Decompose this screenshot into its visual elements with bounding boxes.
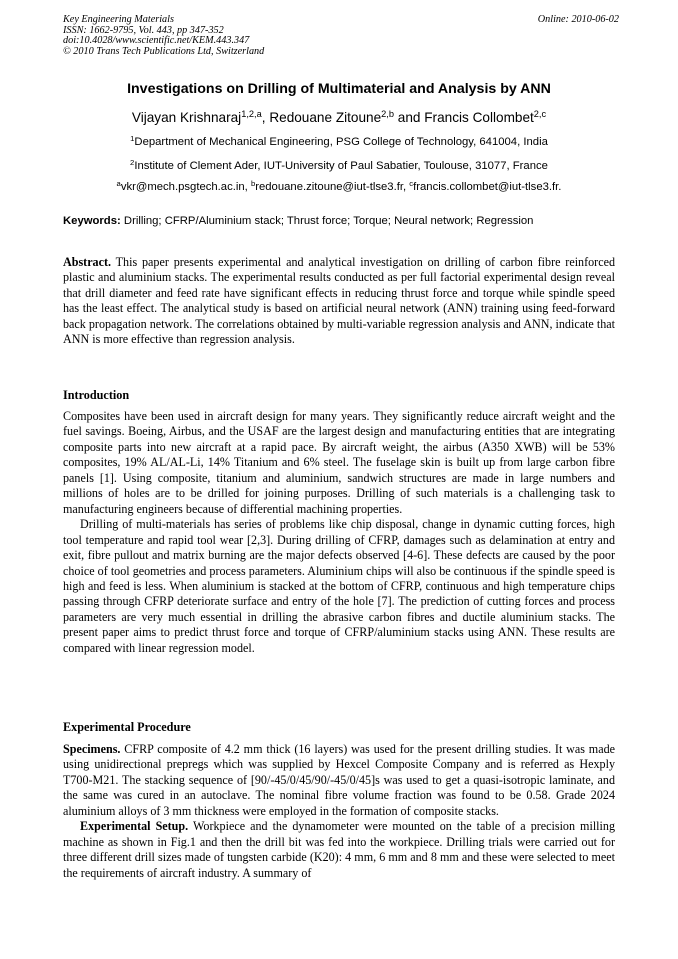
affiliation-mark: 2 xyxy=(130,157,135,167)
experimental-heading: Experimental Procedure xyxy=(63,720,191,734)
introduction-section xyxy=(63,409,615,656)
keywords-line xyxy=(63,215,623,227)
author-list xyxy=(63,110,615,125)
affiliation-1 xyxy=(63,133,615,148)
introduction-paragraph-1: Composites have been used in aircraft design for many years. They significantly reduce aircraft weight and the fuel savings. Boeing, Airbus, and the USAF are the largest design and manufacturing entities that are integrating composite parts into new aircraft at a rapid pace. By aircraft weight, the airbus (A350 XWB) will be 53% composites, 19% AL/AL-Li, 14% Titanium and 6% steel. The fuselage skin is built up from large carbon fibre panels [1]. Using composite, titanium and aluminium, sandwich structures are made in large numbers and millions of holes are to be drilled for joining purposes. Drilling of such materials is a challenging task to manufacturing engineers because of differential machining properties. xyxy=(63,409,615,516)
keywords-label: Keywords: xyxy=(63,215,121,227)
author-affiliation-mark: 1,2,a xyxy=(241,108,262,119)
author-separator: and xyxy=(394,110,425,125)
abstract-text: This paper presents experimental and analytical investigation on drilling of carbon fibre reinforced plastic and aluminium stacks. The experimental results conducted as per full factorial experimental design reveal that drill diameter and feed rate have significant effects in reducing thrust force and torque while spindle speed has the least effect. The analytical study is based on artificial neural network (ANN) training using feed-forward back propagation network. The correlations obtained by multi-variable regression analysis and ANN, indicate that ANN is more effective than regression analysis. xyxy=(63,255,615,347)
abstract-section xyxy=(63,255,615,348)
doi-line: doi:10.4028/www.scientific.net/KEM.443.347 xyxy=(63,35,250,47)
abstract-paragraph xyxy=(63,255,615,348)
abstract-label: Abstract. xyxy=(63,255,112,269)
affiliation-mark: 1 xyxy=(130,133,135,143)
affiliation-text: Department of Mechanical Engineering, PSG College of Technology, 641004, India xyxy=(134,136,548,148)
author-name: Redouane Zitoune xyxy=(269,110,382,125)
email-address: vkr@mech.psgtech.ac.in, xyxy=(120,181,251,193)
author-affiliation-mark: 2,b xyxy=(381,108,395,119)
copyright-line: © 2010 Trans Tech Publications Ltd, Switzerland xyxy=(63,45,265,57)
email-mark: a xyxy=(116,178,121,188)
keywords-text: Drilling; CFRP/Aluminium stack; Thrust force; Torque; Neural network; Regression xyxy=(120,215,534,227)
author-name: Vijayan Krishnaraj xyxy=(131,110,242,125)
email-address: redouane.zitoune@iut-tlse3.fr, xyxy=(255,181,410,193)
setup-text: Workpiece and the dynamometer were mounted on the table of a precision milling machine as shown in Fig.1 and then the drill bit was fed into the workpiece. Drilling trials were carried out for three different drill sizes made of tungsten carbide (K20): 4 mm, 6 mm and 8 mm and these were selected to meet the requirements of aircraft industry. A summary of xyxy=(63,819,615,880)
online-date: Online: 2010-06-02 xyxy=(537,14,619,25)
setup-label: Experimental Setup. xyxy=(80,819,189,834)
author-affiliation-mark: 2,c xyxy=(533,108,547,119)
email-mark: b xyxy=(250,178,256,188)
author-name: Francis Collombet xyxy=(424,110,534,125)
issn-line: ISSN: 1662-9795, Vol. 443, pp 347-352 xyxy=(63,24,224,36)
email-line xyxy=(63,178,615,193)
email-mark: c xyxy=(409,178,414,188)
author-separator: , xyxy=(261,110,270,125)
introduction-heading: Introduction xyxy=(63,388,130,402)
journal-name: Key Engineering Materials xyxy=(63,14,174,25)
specimens-paragraph xyxy=(63,742,615,819)
experimental-section xyxy=(63,742,615,881)
specimens-label: Specimens. xyxy=(63,742,121,756)
affiliation-text: Institute of Clement Ader, IUT-University of Paul Sabatier, Toulouse, 31077, France xyxy=(134,160,548,172)
email-address: francis.collombet@iut-tlse3.fr. xyxy=(413,181,562,193)
journal-header xyxy=(63,15,619,57)
affiliation-2 xyxy=(63,157,615,172)
introduction-paragraph-2: Drilling of multi-materials has series of problems like chip disposal, change in dynamic cutting forces, high tool temperature and rapid tool wear [2,3]. During drilling of CFRP, damages such as delamination at entry and exit, fibre pullout and matrix burning are the major defects observed [4-6]. These defects are caused by the poor choice of tool geometries and process parameters. Aluminium chips will also be continuous if the spindle speed is high and feed is less. When aluminium is stacked at the bottom of CFRP, continuous and high temperature chips passing through CFRP deteriorate surface and entry of the hole [7]. The prediction of cutting forces and process parameters are very much essential in drilling the abrasive carbon fibres and ductile aluminium stacks. The present paper aims to predict thrust force and torque of CFRP/aluminium stacks using ANN. These results are compared with linear regression model. xyxy=(63,517,615,655)
setup-paragraph xyxy=(63,819,615,881)
specimens-text: CFRP composite of 4.2 mm thick (16 layers) was used for the present drilling studies. It was made using unidirectional prepregs which was supplied by Hexcel Composite Company and is referred as Hexply T700-M21. The stacking sequence of [90/-45/0/45/90/-45/0/45]s was used to get a quasi-isotropic laminate, and the same was cured in an autoclave. The nominal fibre volume fraction was found to be 0.58. Grade 2024 aluminium alloys of 3 mm thickness were employed in the formation of composite stacks. xyxy=(63,742,615,818)
paper-title: Investigations on Drilling of Multimaterial and Analysis by ANN xyxy=(127,81,551,97)
